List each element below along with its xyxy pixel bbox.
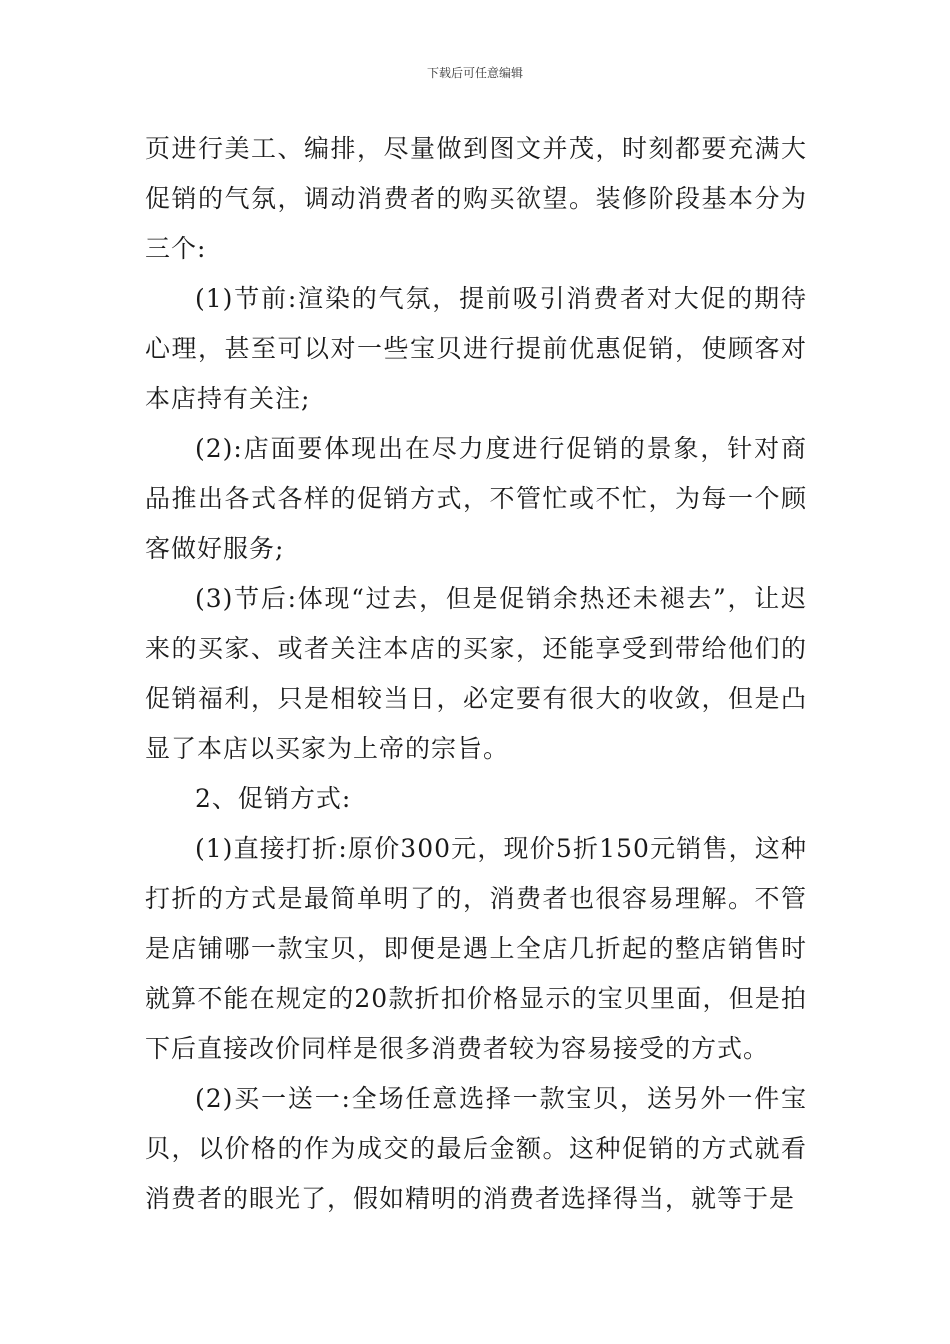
- paragraph-after-festival: (3)节后:体现“过去，但是促销余热还未褪去”，让迟来的买家、或者关注本店的买家，还能享受到带给他们的促销福利，只是相较当日，必定要有很大的收敛，但是凸显了本店以买家为上帝的宗旨。: [145, 584, 807, 763]
- paragraph-buy-one-get-one: (2)买一送一:全场任意选择一款宝贝，送另外一件宝贝，以价格的作为成交的最后金额。这种促销的方式就看消费者的眼光了，假如精明的消费者选择得当，就等于是: [145, 1084, 807, 1213]
- paragraph-decoration-stages: 页进行美工、编排，尽量做到图文并茂，时刻都要充满大促销的气氛，调动消费者的购买欲望。装修阶段基本分为三个:: [145, 134, 807, 263]
- page-header: 下载后可任意编辑: [426, 66, 523, 80]
- paragraph-direct-discount: (1)直接打折:原价300元，现价5折150元销售，这种打折的方式是最简单明了的，消费者也很容易理解。不管是店铺哪一款宝贝，即便是遇上全店几折起的整店销售时就算不能在规定的20款折扣价格显示的宝贝里面，但是拍下后直接改价同样是很多消费者较为容易接受的方式。: [145, 834, 807, 1063]
- section-heading-promotion-methods: 2、促销方式:: [195, 784, 352, 813]
- document-body: [145, 124, 807, 1224]
- paragraph-during-festival: (2):店面要体现出在尽力度进行促销的景象，针对商品推出各式各样的促销方式，不管忙或不忙，为每一个顾客做好服务;: [145, 434, 807, 563]
- paragraph-before-festival: (1)节前:渲染的气氛，提前吸引消费者对大促的期待心理，甚至可以对一些宝贝进行提前优惠促销，使顾客对本店持有关注;: [145, 284, 807, 413]
